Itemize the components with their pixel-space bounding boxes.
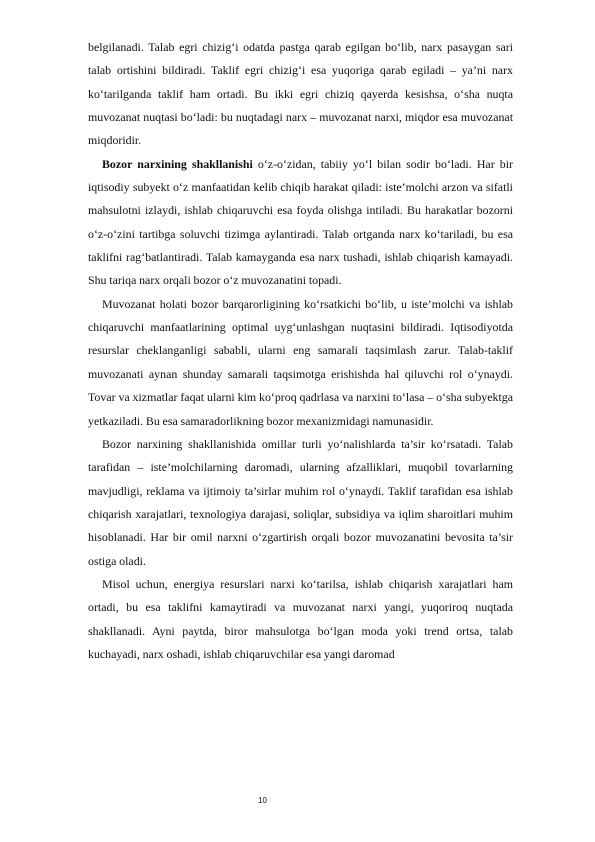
paragraph-3-text: Muvozanat holati bozor barqarorligining ko‘rsatkichi bo‘lib, u iste’molchi va ishlab chiqaruvchi manfaatlarining optimal uyg‘unlashgan nuqtasini bildiradi. Iqtisodiyotda resurslar cheklanganligi sababli, ularni eng samarali taqsimlash zarur. Talab-taklif muvozanati aynan shunday samarali taqsimotga erishishda hal qiluvchi rol o‘ynaydi. Tovar va xizmatlar faqat ularni kim ko‘proq qadrlasa va narxini to‘lasa – o‘sha subyektga yetkaziladi. Bu esa samaradorlikning bozor mexanizmidagi namunasidir. xyxy=(88,296,513,428)
paragraph-4 xyxy=(88,433,513,573)
paragraph-5 xyxy=(88,573,513,666)
paragraph-2 xyxy=(88,153,513,293)
paragraph-1 xyxy=(88,36,513,153)
paragraph-3 xyxy=(88,293,513,433)
document-body xyxy=(88,36,513,666)
paragraph-2-text: o‘z-o‘zidan, tabiiy yo‘l bilan sodir bo‘ladi. Har bir iqtisodiy subyekt o‘z manfaatidan kelib chiqib harakat qiladi: iste’molchi arzon va sifatli mahsulotni izlaydi, ishlab chiqaruvchi esa foyda olishga intiladi. Bu harakatlar bozorni o‘z-o‘zini tartibga soluvchi tizimga aylantiradi. Talab ortganda narx ko‘tariladi, bu esa taklifni rag‘batlantiradi. Talab kamayganda esa narx tushadi, ishlab chiqarish kamayadi. Shu tariqa narx orqali bozor o‘z muvozanatini topadi. xyxy=(88,156,513,288)
page-number: 10 xyxy=(258,796,267,805)
paragraph-2-bold-lead: Bozor narxining shakllanishi xyxy=(102,156,253,171)
paragraph-1-text: belgilanadi. Talab egri chizig‘i odatda pastga qarab egilgan bo‘lib, narx pasaygan sari talab ortishini bildiradi. Taklif egri chizig‘i esa yuqoriga qarab egiladi – ya’ni narx ko‘tarilganda taklif ham ortadi. Bu ikki egri chiziq qayerda kesishsa, o‘sha nuqta muvozanat nuqtasi bo‘ladi: bu nuqtadagi narx – muvozanat narxi, miqdor esa muvozanat miqdoridir. xyxy=(88,40,513,148)
paragraph-5-text: Misol uchun, energiya resurslari narxi ko‘tarilsa, ishlab chiqarish xarajatlari ham ortadi, bu esa taklifni kamaytiradi va muvozanat narxi yangi, yuqoriroq nuqtada shakllanadi. Ayni paytda, biror mahsulotga bo‘lgan moda yoki trend ortsa, talab kuchayadi, narx oshadi, ishlab chiqaruvchilar esa yangi daromad xyxy=(88,576,513,661)
paragraph-4-text: Bozor narxining shakllanishida omillar turli yo‘nalishlarda ta’sir ko‘rsatadi. Talab tarafidan – iste’molchilarning daromadi, ularning afzalliklari, muqobil tovarlarning mavjudligi, reklama va ijtimoiy ta’sirlar muhim rol o‘ynaydi. Taklif tarafidan esa ishlab chiqarish xarajatlari, texnologiya darajasi, soliqlar, subsidiya va iqlim sharoitlari muhim hisoblanadi. Har bir omil narxni o‘zgartirish orqali bozor muvozanatini bevosita ta’sir ostiga oladi. xyxy=(88,436,513,568)
